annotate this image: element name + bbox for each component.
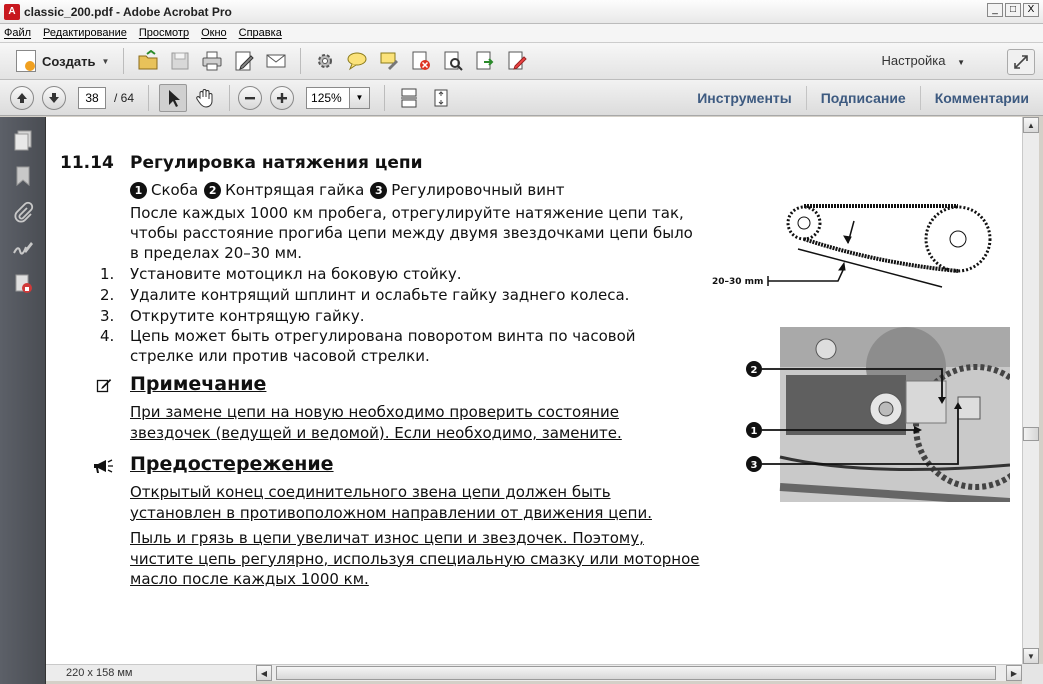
chevron-down-icon: ▼ — [101, 56, 110, 66]
panel-links — [683, 80, 1043, 116]
title-bar — [0, 0, 1043, 24]
next-page-button[interactable] — [42, 86, 66, 110]
print-icon[interactable] — [198, 47, 226, 75]
legend-text: Контрящая гайка — [225, 181, 365, 199]
legend-bullet: 3 — [370, 182, 387, 199]
open-folder-icon[interactable] — [134, 47, 162, 75]
intro-line: чтобы расстояние прогиба цепи между двумя звездочками цепи было — [130, 224, 693, 242]
note-title: Примечание — [130, 373, 267, 395]
toolbar-divider — [148, 85, 149, 111]
step-number: 4. — [100, 327, 115, 345]
note-icon — [96, 377, 112, 393]
step-text: Установите мотоцикл на боковую стойку. — [130, 265, 462, 283]
note-line: звездочек (ведущей и ведомой). Если необходимо, замените. — [130, 423, 622, 442]
warning-megaphone-icon — [92, 458, 114, 474]
step-number: 1. — [100, 265, 115, 283]
scroll-up-button[interactable] — [1023, 117, 1039, 133]
step-item — [100, 285, 720, 305]
page-thumbnails-icon[interactable] — [10, 127, 36, 153]
step-number: 2. — [100, 286, 115, 304]
legend-text: Скоба — [151, 181, 199, 199]
tools-pane-link[interactable]: Инструменты — [697, 90, 792, 106]
callout-2: 2 — [750, 365, 758, 376]
customize-label: Настройка — [881, 53, 946, 68]
bookmarks-icon[interactable] — [10, 163, 36, 189]
page-total: / 64 — [114, 90, 135, 105]
menu-bar — [0, 24, 1043, 42]
chain-adjuster-photo — [746, 327, 1010, 502]
vertical-scrollbar[interactable] — [1022, 117, 1039, 664]
horizontal-scroll-thumb[interactable] — [276, 666, 996, 680]
create-button[interactable] — [10, 47, 115, 75]
chevron-left-icon: ◀ — [260, 668, 268, 678]
create-pdf-icon — [16, 50, 36, 72]
chevron-down-icon: ▼ — [1027, 651, 1035, 661]
step-item — [100, 264, 720, 284]
delete-pages-icon[interactable] — [407, 47, 435, 75]
sign-icon[interactable] — [503, 47, 531, 75]
zoom-out-button[interactable] — [238, 86, 262, 110]
menu-edit[interactable]: Редактирование — [43, 27, 127, 39]
edit-document-icon[interactable] — [230, 47, 258, 75]
legend-bullet: 2 — [204, 182, 221, 199]
minus-icon — [244, 92, 256, 104]
sign-pane-link[interactable]: Подписание — [806, 86, 920, 110]
warning-line: масло после каждых 1000 км. — [130, 570, 369, 588]
section-title: Регулировка натяжения цепи — [130, 153, 423, 173]
acrobat-app-icon: A — [4, 4, 20, 20]
warning-title: Предостережение — [130, 453, 334, 475]
document-viewport[interactable] — [46, 117, 1022, 664]
step-line: Цепь может быть отрегулирована поворотом винта по часовой — [130, 327, 636, 345]
menu-window[interactable]: Окно — [201, 27, 227, 39]
parts-legend — [130, 181, 571, 199]
menu-view[interactable]: Просмотр — [138, 27, 190, 39]
step-line: стрелке или против часовой стрелки. — [130, 347, 430, 365]
pdf-page — [46, 117, 1022, 664]
settings-icon[interactable] — [311, 47, 339, 75]
attachments-icon[interactable] — [10, 199, 36, 225]
legend-bullet: 1 — [130, 182, 147, 199]
page-size-label: 220 x 158 мм — [66, 667, 133, 679]
section-number: 11.14 — [60, 153, 114, 173]
arrow-up-icon — [16, 92, 28, 104]
zoom-dropdown-button[interactable] — [350, 87, 370, 109]
warning-line: чистите цепь регулярно, используя специальную смазку или моторное — [130, 549, 700, 568]
warning-line: Пыль и грязь в цепи увеличат износ цепи и звездочек. Поэтому, — [130, 529, 644, 547]
signatures-icon[interactable] — [10, 235, 36, 261]
fit-page-icon[interactable] — [427, 84, 455, 112]
warning-line: Открытый конец соединительного звена цепи должен быть — [130, 483, 611, 501]
navigation-pane — [0, 117, 46, 684]
warning-line: установлен в противоположном направлении от движения цепи. — [130, 503, 652, 522]
step-text — [130, 326, 720, 366]
expand-icon[interactable] — [1007, 49, 1035, 75]
callout-3: 3 — [750, 460, 758, 471]
toolbar-divider — [123, 48, 124, 74]
legend-text: Регулировочный винт — [391, 181, 565, 199]
intro-line: в пределах 20–30 мм. — [130, 244, 303, 262]
step-text: Удалите контрящий шплинт и ослабьте гайку заднего колеса. — [130, 286, 630, 304]
chevron-down-icon: ▼ — [957, 58, 965, 67]
minimize-button[interactable]: _ — [987, 3, 1003, 17]
toolbar-divider — [384, 85, 385, 111]
previous-page-button[interactable] — [10, 86, 34, 110]
save-icon[interactable] — [166, 47, 194, 75]
window-title: classic_200.pdf - Adobe Acrobat Pro — [24, 4, 232, 19]
step-item — [100, 326, 720, 366]
comment-pane-link[interactable]: Комментарии — [920, 86, 1043, 110]
email-icon[interactable] — [262, 47, 290, 75]
export-icon[interactable] — [471, 47, 499, 75]
chevron-up-icon: ▲ — [1027, 120, 1035, 130]
select-tool-icon[interactable] — [159, 84, 187, 112]
window-controls — [987, 3, 1039, 17]
zoom-level-input[interactable] — [306, 87, 350, 109]
step-text: Открутите контрящую гайку. — [130, 307, 365, 325]
intro-paragraph — [130, 203, 710, 263]
step-item — [100, 306, 720, 326]
horizontal-scrollbar[interactable] — [46, 664, 1022, 681]
comment-icon[interactable] — [343, 47, 371, 75]
scrolling-mode-icon[interactable] — [395, 84, 423, 112]
chain-sag-diagram — [706, 191, 1006, 301]
create-label: Создать — [42, 53, 96, 69]
resize-grip[interactable] — [1022, 664, 1043, 684]
hand-tool-icon[interactable] — [191, 84, 219, 112]
scroll-right-button[interactable] — [1006, 665, 1022, 681]
close-button[interactable]: X — [1023, 3, 1039, 17]
intro-line: После каждых 1000 км пробега, отрегулируйте натяжение цепи так, — [130, 204, 684, 222]
menu-file[interactable]: Файл — [4, 27, 32, 39]
vertical-scroll-thumb[interactable] — [1023, 427, 1039, 441]
maximize-button[interactable]: □ — [1005, 3, 1021, 17]
scroll-down-button[interactable] — [1023, 648, 1039, 664]
page-number-input[interactable] — [78, 87, 106, 109]
menu-help[interactable]: Справка — [238, 27, 282, 39]
chevron-down-icon: ▼ — [355, 93, 364, 102]
toolbar-divider — [229, 85, 230, 111]
chevron-right-icon: ▶ — [1010, 668, 1018, 678]
warning-paragraph-1 — [130, 482, 730, 523]
plus-icon — [276, 92, 288, 104]
warning-paragraph-2 — [130, 528, 730, 590]
note-text — [130, 402, 730, 443]
zoom-in-button[interactable] — [270, 86, 294, 110]
main-toolbar — [0, 42, 1043, 80]
scroll-left-button[interactable] — [256, 665, 272, 681]
find-icon[interactable] — [439, 47, 467, 75]
note-line: При замене цепи на новую необходимо проверить состояние — [130, 403, 619, 421]
step-number: 3. — [100, 307, 115, 325]
highlight-icon[interactable] — [375, 47, 403, 75]
toolbar-divider — [300, 48, 301, 74]
navigation-toolbar — [0, 80, 1043, 116]
sag-dimension-label: 20–30 mm — [712, 277, 764, 287]
customize-menu[interactable] — [881, 53, 965, 68]
arrow-down-icon — [48, 92, 60, 104]
callout-1: 1 — [750, 426, 758, 437]
security-icon[interactable] — [10, 271, 36, 297]
